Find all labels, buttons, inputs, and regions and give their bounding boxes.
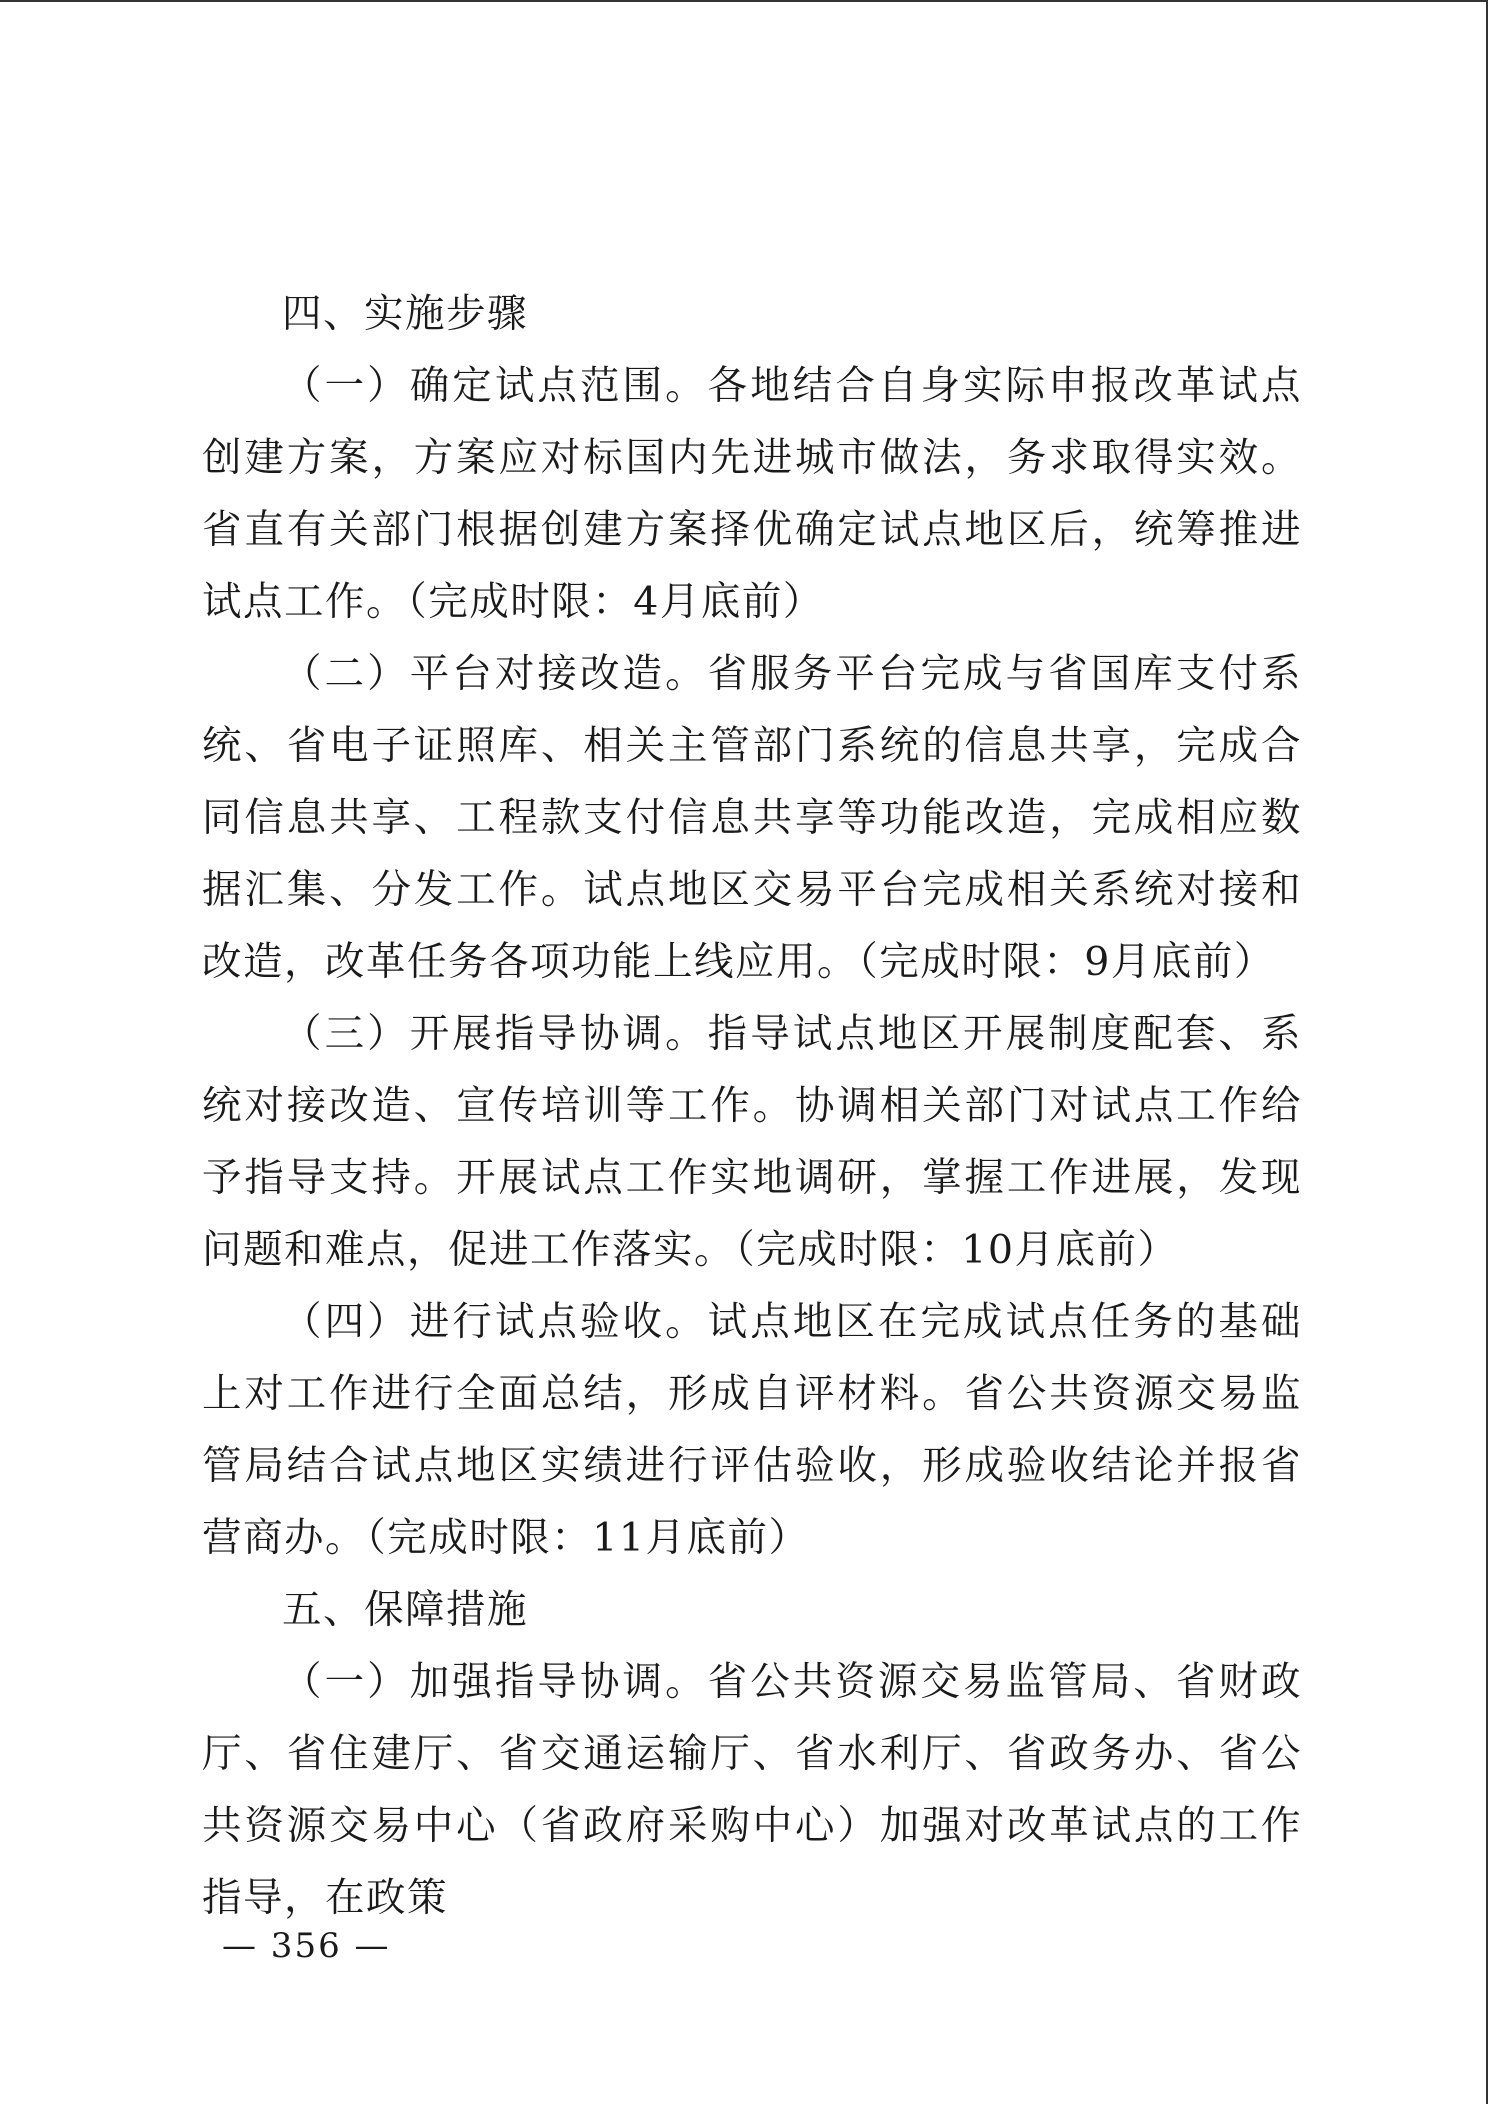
paragraph-4-1: （一）确定试点范围。各地结合自身实际申报改革试点创建方案，方案应对标国内先进城市做法，务求取得实效。省直有关部门根据创建方案择优确定试点地区后，统筹推进试点工作。（完成时限：4月底前） — [202, 363, 1302, 625]
page-body — [202, 278, 1302, 1934]
section-heading-5: 五、保障措施 — [282, 1587, 528, 1633]
paragraph-4-4: （四）进行试点验收。试点地区在完成试点任务的基础上对工作进行全面总结，形成自评材料。省公共资源交易监管局结合试点地区实绩进行评估验收，形成验收结论并报省营商办。（完成时限：11月底前） — [202, 1299, 1302, 1561]
paragraph-4-3: （三）开展指导协调。指导试点地区开展制度配套、系统对接改造、宣传培训等工作。协调相关部门对试点工作给予指导支持。开展试点工作实地调研，掌握工作进展，发现问题和难点，促进工作落实。（完成时限：10月底前） — [202, 1011, 1302, 1273]
paragraph-5-1: （一）加强指导协调。省公共资源交易监管局、省财政厅、省住建厅、省交通运输厅、省水利厅、省政务办、省公共资源交易中心（省政府采购中心）加强对改革试点的工作指导，在政策 — [202, 1659, 1302, 1921]
page-number: — 356 — — [222, 1926, 391, 1966]
paragraph-4-2: （二）平台对接改造。省服务平台完成与省国库支付系统、省电子证照库、相关主管部门系统的信息共享，完成合同信息共享、工程款支付信息共享等功能改造，完成相应数据汇集、分发工作。试点地区交易平台完成相关系统对接和改造，改革任务各项功能上线应用。（完成时限：9月底前） — [202, 651, 1302, 985]
section-heading-4: 四、实施步骤 — [282, 291, 528, 337]
